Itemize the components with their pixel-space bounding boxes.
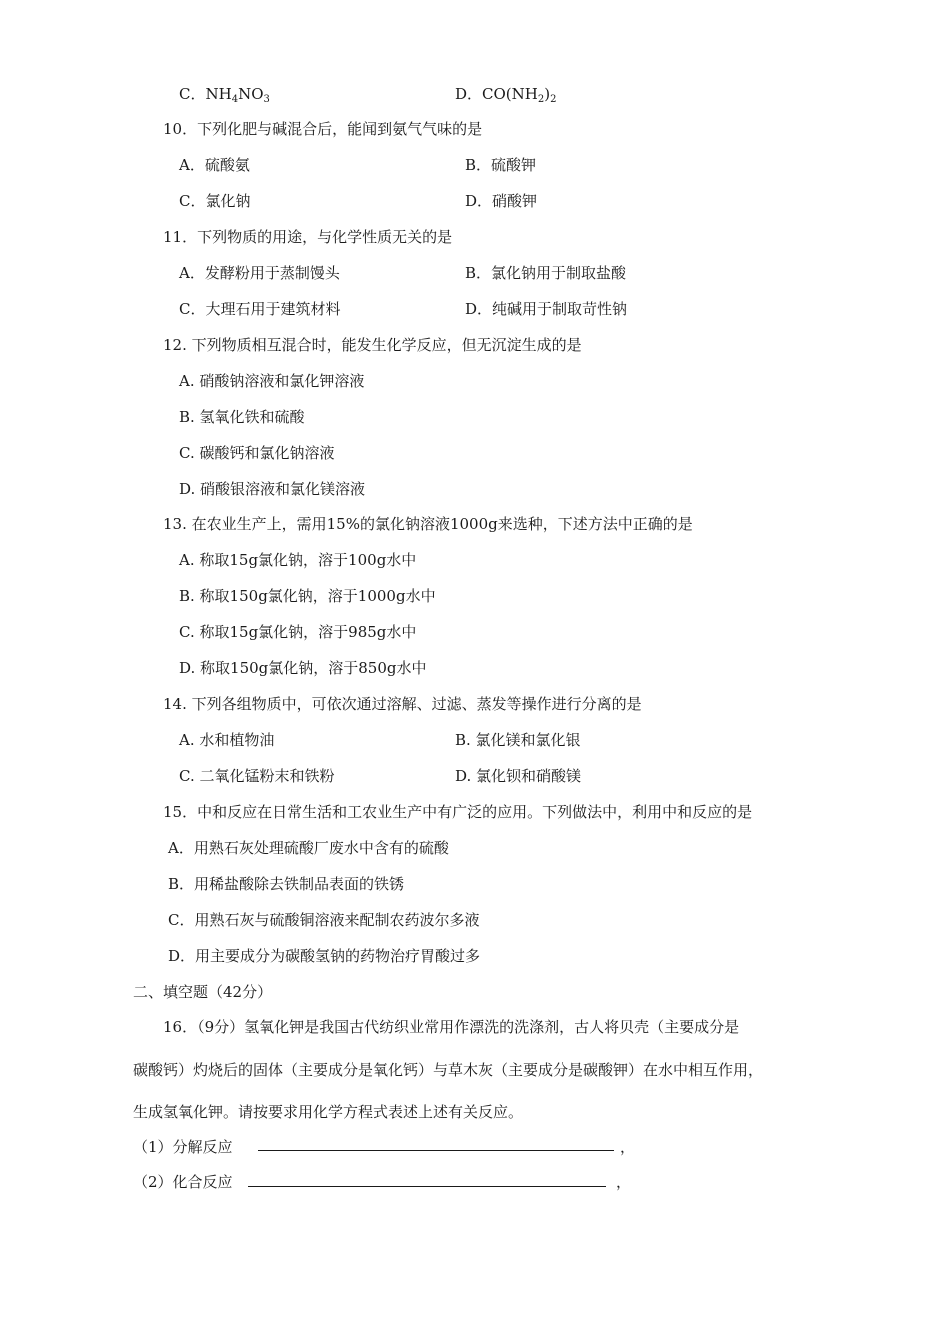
q10-stem: 10．下列化肥与碱混合后，能闻到氨气气味的是 xyxy=(163,120,483,138)
q14-stem: 14. 下列各组物质中，可依次通过溶解、过滤、蒸发等操作进行分离的是 xyxy=(163,695,642,713)
q16-text-line-2: 碳酸钙）灼烧后的固体（主要成分是氧化钙）与草木灰（主要成分是碳酸钾）在水中相互作用， xyxy=(133,1061,764,1079)
q10-option-d: D．硝酸钾 xyxy=(465,192,538,210)
q12-option-d: D. 硝酸银溶液和氯化镁溶液 xyxy=(179,480,366,498)
q12-option-b: B. 氢氧化铁和硫酸 xyxy=(179,408,305,426)
q10-option-a: A．硫酸氨 xyxy=(179,156,250,174)
q16-text-line-1: 16．（9分）氢氧化钾是我国古代纺织业常用作漂洗的洗涤剂，古人将贝壳（主要成分是 xyxy=(163,1018,740,1036)
q14-option-b: B. 氯化镁和氯化银 xyxy=(455,731,581,749)
q16-part-1-answer-blank[interactable] xyxy=(258,1150,614,1151)
q11-option-d: D．纯碱用于制取苛性钠 xyxy=(465,300,628,318)
q10-option-b: B．硫酸钾 xyxy=(465,156,537,174)
q9-option-c: C．$NH_4NO_3$ xyxy=(179,85,270,105)
q15-option-c: C．用熟石灰与硫酸铜溶液来配制农药波尔多液 xyxy=(168,911,480,929)
q13-option-b: B. 称取150g氯化钠，溶于1000g水中 xyxy=(179,587,436,605)
q13-option-c: C. 称取15g氯化钠，溶于985g水中 xyxy=(179,623,417,641)
q14-option-a: A. 水和植物油 xyxy=(179,731,275,749)
q14-option-c: C. 二氧化锰粉末和铁粉 xyxy=(179,767,335,785)
q10-option-c: C．氯化钠 xyxy=(179,192,251,210)
q11-stem: 11．下列物质的用途，与化学性质无关的是 xyxy=(163,228,453,246)
q16-part-2-end: ， xyxy=(616,1173,632,1191)
q15-option-d: D．用主要成分为碳酸氢钠的药物治疗胃酸过多 xyxy=(168,947,481,965)
q16-part-1 xyxy=(133,1137,233,1157)
q16-part-1-label: （1）分解反应 xyxy=(133,1138,233,1156)
q16-part-2 xyxy=(133,1172,233,1192)
q11-option-c: C．大理石用于建筑材料 xyxy=(179,300,341,318)
q11-option-b: B．氯化钠用于制取盐酸 xyxy=(465,264,627,282)
q16-part-1-end: ， xyxy=(620,1138,636,1156)
q16-text-line-3: 生成氢氧化钾。请按要求用化学方程式表述上述有关反应。 xyxy=(133,1103,524,1121)
q13-option-d: D. 称取150g氯化钠，溶于850g水中 xyxy=(179,659,427,677)
q13-stem: 13. 在农业生产上，需用15%的氯化钠溶液1000g来选种，下述方法中正确的是 xyxy=(163,515,693,533)
q15-stem: 15．中和反应在日常生活和工农业生产中有广泛的应用。下列做法中，利用中和反应的是 xyxy=(163,803,753,821)
q13-option-a: A. 称取15g氯化钠，溶于100g水中 xyxy=(179,551,417,569)
q12-option-a: A. 硝酸钠溶液和氯化钾溶液 xyxy=(179,372,365,390)
q12-option-c: C. 碳酸钙和氯化钠溶液 xyxy=(179,444,335,462)
q12-stem: 12. 下列物质相互混合时，能发生化学反应，但无沉淀生成的是 xyxy=(163,336,582,354)
q11-option-a: A．发酵粉用于蒸制馒头 xyxy=(179,264,340,282)
q15-option-a: A．用熟石灰处理硫酸厂废水中含有的硫酸 xyxy=(168,839,449,857)
q16-part-2-label: （2）化合反应 xyxy=(133,1173,233,1191)
q15-option-b: B．用稀盐酸除去铁制品表面的铁锈 xyxy=(168,875,405,893)
q14-option-d: D. 氯化钡和硝酸镁 xyxy=(455,767,582,785)
section-title: 二、填空题（42分） xyxy=(133,983,273,1001)
q9-option-d: D．$CO(NH_2)_2$ xyxy=(455,85,557,105)
q16-part-2-answer-blank[interactable] xyxy=(248,1186,606,1187)
